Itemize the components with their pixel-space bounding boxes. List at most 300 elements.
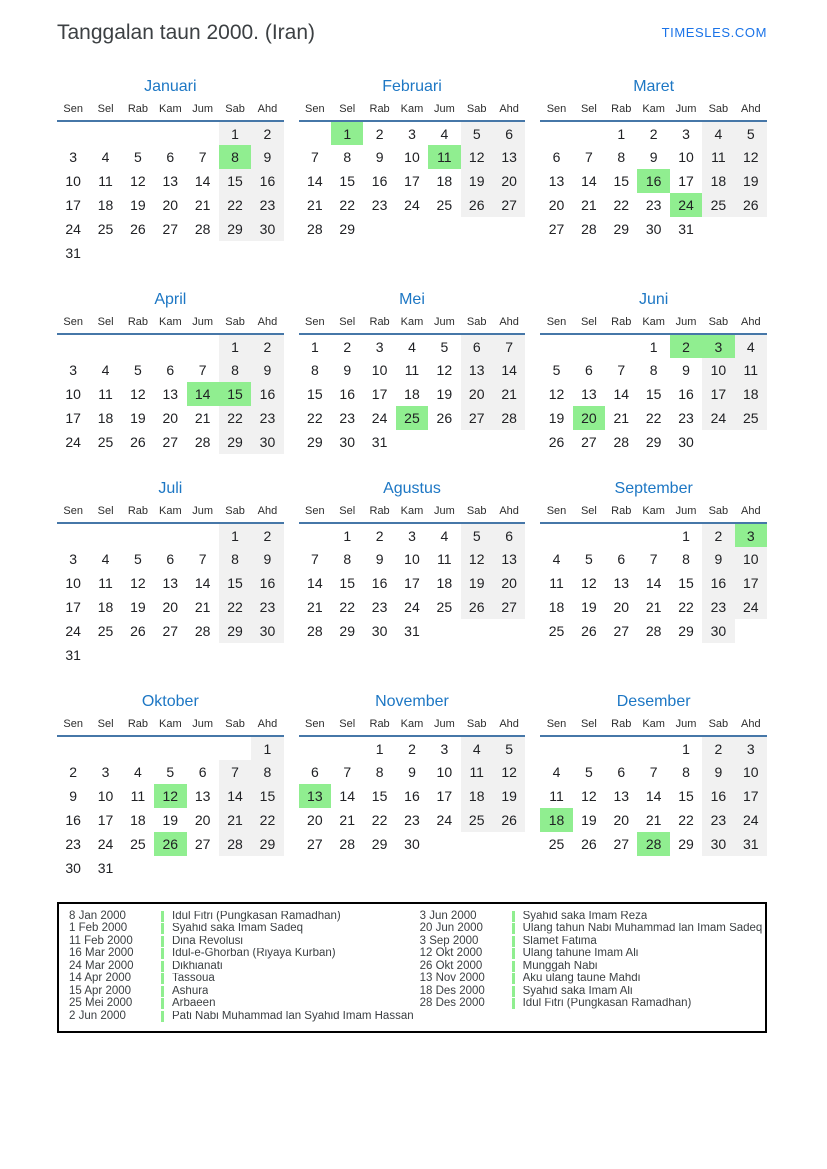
holiday-tick-icon [512, 923, 515, 934]
day-cell: 25 [548, 836, 565, 853]
day-cell: 8 [682, 764, 690, 781]
day-cell: 12 [130, 386, 146, 403]
weekday-header: Sel [89, 103, 121, 121]
empty-cell [573, 334, 605, 358]
weekday-header-row [540, 505, 767, 523]
month-days [57, 523, 284, 667]
day-cell: 6 [166, 551, 175, 568]
weekday-header: Jum [187, 103, 219, 121]
day-cell: 17 [65, 599, 81, 616]
month-table [57, 505, 284, 667]
week-row [299, 523, 526, 547]
day-cell: 11 [98, 386, 113, 403]
empty-cell [299, 736, 331, 760]
weekday-header: Jum [670, 505, 702, 523]
month-table [540, 718, 767, 856]
week-row [57, 643, 284, 667]
weekday-header: Kam [396, 718, 428, 736]
empty-cell [299, 121, 331, 145]
legend-holiday-name: Syahid saka Imam Sadeq [172, 923, 304, 935]
day-cell: 17 [678, 173, 694, 190]
legend-holiday-name: Ulang tahun Nabi Muhammad lan Imam Sadeq [522, 923, 763, 935]
legend-date: 15 Apr 2000 [69, 984, 132, 997]
empty-cell [122, 643, 154, 667]
week-row [540, 406, 767, 430]
week-row [57, 193, 284, 217]
day-cell: 2 [251, 334, 283, 358]
week-row [57, 358, 284, 382]
month-mei [299, 291, 526, 454]
week-row [57, 169, 284, 193]
weekday-header: Ahd [493, 316, 525, 334]
day-cell: 6 [461, 334, 493, 358]
day-cell: 24 [735, 595, 767, 619]
legend-holiday-name: Ulang tahune Imam Ali [522, 948, 639, 960]
empty-cell [154, 856, 186, 880]
weekday-header-row [57, 505, 284, 523]
day-cell: 28 [581, 221, 597, 238]
day-cell: 2 [251, 523, 283, 547]
legend-item [420, 973, 763, 986]
empty-cell [540, 736, 572, 760]
weekday-header: Sab [461, 505, 493, 523]
day-cell: 12 [581, 575, 597, 592]
day-cell: 17 [436, 788, 453, 805]
month-days [299, 523, 526, 643]
site-link[interactable]: TIMESLES.COM [661, 25, 767, 40]
day-cell: 27 [162, 221, 179, 238]
day-cell: 10 [678, 149, 694, 166]
weekday-header-row [540, 718, 767, 736]
weekday-header: Jum [428, 505, 460, 523]
day-cell: 26 [130, 623, 146, 640]
day-cell: 21 [645, 812, 662, 829]
day-cell: 16 [251, 169, 283, 193]
day-cell: 27 [493, 595, 525, 619]
day-cell: 1 [649, 338, 658, 355]
legend-date: 11 Feb 2000 [69, 934, 133, 947]
day-cell: 7 [310, 551, 319, 568]
day-cell: 10 [371, 362, 388, 379]
holiday-day-cell: 12 [154, 784, 186, 808]
empty-cell [219, 856, 251, 880]
legend-item [69, 910, 414, 923]
day-cell: 8 [375, 764, 384, 781]
day-cell: 10 [97, 788, 114, 805]
empty-cell [122, 241, 154, 265]
day-cell: 14 [493, 358, 525, 382]
day-cell: 25 [735, 406, 767, 430]
day-cell: 30 [404, 836, 420, 853]
legend-date: 14 Apr 2000 [69, 972, 132, 985]
holiday-tick-icon [512, 973, 515, 984]
day-cell: 6 [198, 764, 207, 781]
week-row [57, 808, 284, 832]
day-cell: 21 [613, 410, 630, 427]
legend-item [69, 960, 414, 973]
weekday-header-row [299, 316, 526, 334]
day-cell: 10 [735, 547, 767, 571]
day-cell: 22 [678, 812, 694, 829]
day-cell: 14 [194, 575, 211, 592]
empty-cell [187, 241, 219, 265]
week-row [57, 382, 284, 406]
month-september [540, 480, 767, 643]
week-row [540, 808, 767, 832]
legend-holiday-name: Tassoua [172, 973, 215, 985]
day-cell: 3 [682, 125, 690, 142]
day-cell: 30 [678, 434, 694, 451]
week-row [299, 760, 526, 784]
day-cell: 31 [678, 221, 694, 238]
month-days [57, 334, 284, 454]
weekday-header: Ahd [735, 316, 767, 334]
week-row [299, 406, 526, 430]
day-cell: 8 [219, 358, 251, 382]
empty-cell [187, 736, 219, 760]
day-cell: 6 [617, 764, 626, 781]
day-cell: 13 [493, 145, 525, 169]
day-cell: 2 [343, 338, 352, 355]
day-cell: 20 [162, 410, 179, 427]
weekday-header: Rab [605, 103, 637, 121]
weekday-header: Kam [637, 316, 669, 334]
day-cell: 7 [343, 764, 352, 781]
day-cell: 7 [219, 760, 251, 784]
legend-date: 24 Mar 2000 [69, 959, 134, 972]
day-cell: 5 [166, 764, 175, 781]
weekday-header: Kam [396, 103, 428, 121]
legend-date: 16 Mar 2000 [69, 947, 134, 960]
day-cell: 21 [194, 197, 211, 214]
day-cell: 23 [251, 595, 283, 619]
empty-cell [251, 856, 283, 880]
legend-item [420, 998, 763, 1011]
month-days [540, 736, 767, 856]
month-title: Maret [633, 78, 675, 96]
weekday-header: Jum [670, 103, 702, 121]
weekday-header: Sen [299, 316, 331, 334]
empty-cell [154, 523, 186, 547]
week-row [57, 547, 284, 571]
weekday-header: Kam [154, 505, 186, 523]
week-row [540, 193, 767, 217]
month-agustus [299, 480, 526, 643]
day-cell: 28 [493, 406, 525, 430]
day-cell: 4 [702, 121, 734, 145]
weekday-header: Rab [605, 718, 637, 736]
week-row [57, 736, 284, 760]
weekday-header-row [540, 505, 767, 523]
day-cell: 12 [436, 362, 453, 379]
empty-cell [428, 430, 460, 454]
month-title: Agustus [383, 480, 441, 498]
day-cell: 13 [461, 358, 493, 382]
empty-cell [396, 430, 428, 454]
day-cell: 1 [682, 740, 690, 757]
day-cell: 20 [194, 812, 211, 829]
day-cell: 15 [251, 784, 283, 808]
empty-cell [363, 217, 395, 241]
empty-cell [493, 832, 525, 856]
day-cell: 27 [307, 836, 323, 853]
holiday-day-cell: 28 [637, 832, 669, 856]
day-cell: 9 [69, 788, 78, 805]
day-cell: 19 [735, 169, 767, 193]
day-cell: 7 [584, 149, 593, 166]
month-days [299, 736, 526, 856]
day-cell: 3 [735, 736, 767, 760]
day-cell: 18 [97, 599, 114, 616]
week-row [299, 121, 526, 145]
month-days [299, 121, 526, 241]
week-row [57, 334, 284, 358]
day-cell: 17 [371, 386, 388, 403]
day-cell: 23 [251, 193, 283, 217]
weekday-header: Rab [363, 718, 395, 736]
empty-cell [573, 736, 605, 760]
empty-cell [461, 832, 493, 856]
day-cell: 8 [682, 551, 690, 568]
weekday-header-row [299, 505, 526, 523]
month-title: Februari [382, 78, 442, 96]
day-cell: 22 [371, 812, 388, 829]
day-cell: 13 [493, 547, 525, 571]
weekday-header-row [57, 505, 284, 523]
day-cell: 28 [307, 221, 323, 238]
holiday-tick-icon [512, 911, 515, 922]
day-cell: 6 [552, 149, 561, 166]
empty-cell [187, 643, 219, 667]
month-title: Juni [638, 291, 669, 309]
empty-cell [428, 217, 460, 241]
legend-holiday-name: Pati Nabi Muhammad lan Syahid Imam Hassan [172, 1010, 414, 1022]
weekday-header: Sen [57, 103, 89, 121]
day-cell: 28 [613, 434, 630, 451]
day-cell: 3 [375, 338, 384, 355]
day-cell: 12 [735, 145, 767, 169]
empty-cell [187, 121, 219, 145]
empty-cell [89, 523, 121, 547]
day-cell: 31 [735, 832, 767, 856]
legend-date: 3 Sep 2000 [419, 934, 479, 947]
day-cell: 25 [97, 221, 114, 238]
day-cell: 18 [436, 575, 453, 592]
weekday-header: Sen [299, 505, 331, 523]
week-row [57, 523, 284, 547]
day-cell: 5 [584, 764, 593, 781]
day-cell: 2 [702, 736, 734, 760]
empty-cell [493, 619, 525, 643]
day-cell: 20 [461, 382, 493, 406]
day-cell: 2 [408, 740, 416, 757]
month-november [299, 693, 526, 856]
month-table [299, 505, 526, 643]
day-cell: 23 [702, 808, 734, 832]
day-cell: 9 [375, 149, 384, 166]
empty-cell [540, 523, 572, 547]
day-cell: 1 [343, 527, 352, 544]
day-cell: 14 [219, 784, 251, 808]
month-title: September [614, 480, 693, 498]
day-cell: 11 [437, 551, 452, 568]
day-cell: 1 [251, 736, 283, 760]
day-cell: 2 [375, 125, 384, 142]
day-cell: 3 [408, 527, 416, 544]
day-cell: 1 [682, 527, 690, 544]
day-cell: 13 [162, 575, 179, 592]
day-cell: 24 [371, 410, 388, 427]
empty-cell [540, 334, 572, 358]
month-title: Januari [144, 78, 197, 96]
day-cell: 4 [101, 551, 110, 568]
day-cell: 10 [436, 764, 453, 781]
day-cell: 27 [162, 623, 179, 640]
holiday-day-cell: 11 [428, 145, 460, 169]
week-row [57, 832, 284, 856]
day-cell: 19 [493, 784, 525, 808]
legend-item [69, 998, 414, 1011]
weekday-header-row [540, 103, 767, 121]
holiday-tick-icon [161, 961, 164, 972]
day-cell: 15 [219, 571, 251, 595]
weekday-header: Sel [331, 505, 363, 523]
weekday-header: Kam [637, 505, 669, 523]
weekday-header: Sen [57, 316, 89, 334]
day-cell: 7 [198, 362, 207, 379]
empty-cell [493, 430, 525, 454]
day-cell: 19 [130, 410, 146, 427]
day-cell: 23 [371, 599, 388, 616]
weekday-header: Ahd [493, 103, 525, 121]
legend-holiday-name: Ashura [172, 985, 209, 997]
legend-date: 1 Feb 2000 [69, 922, 128, 935]
day-cell: 8 [310, 362, 319, 379]
week-row [540, 169, 767, 193]
month-table [540, 316, 767, 454]
day-cell: 16 [251, 382, 283, 406]
day-cell: 20 [162, 599, 179, 616]
weekday-header: Jum [187, 316, 219, 334]
day-cell: 21 [194, 410, 211, 427]
weekday-header: Sen [540, 103, 572, 121]
day-cell: 8 [617, 149, 626, 166]
day-cell: 1 [219, 121, 251, 145]
day-cell: 1 [310, 338, 319, 355]
day-cell: 27 [581, 434, 597, 451]
week-row [540, 571, 767, 595]
day-cell: 5 [440, 338, 449, 355]
week-row [57, 619, 284, 643]
month-title: November [375, 693, 449, 711]
day-cell: 11 [98, 575, 113, 592]
day-cell: 13 [581, 386, 597, 403]
weekday-header-row [299, 103, 526, 121]
week-row [540, 760, 767, 784]
legend-item [420, 935, 763, 948]
weekday-header: Sen [299, 103, 331, 121]
weekday-header: Jum [187, 718, 219, 736]
week-row [540, 121, 767, 145]
weekday-header-row [299, 505, 526, 523]
weekday-header: Kam [637, 718, 669, 736]
day-cell: 5 [134, 551, 142, 568]
holiday-day-cell: 2 [670, 334, 702, 358]
week-row [540, 334, 767, 358]
legend-holiday-name: Syahid saka Imam Reza [522, 910, 648, 922]
month-januari [57, 78, 284, 265]
day-cell: 27 [162, 434, 179, 451]
weekday-header-row [57, 718, 284, 736]
day-cell: 21 [194, 599, 211, 616]
empty-cell [702, 217, 734, 241]
day-cell: 2 [649, 125, 658, 142]
day-cell: 29 [219, 619, 251, 643]
legend-date: 13 Nov 2000 [419, 972, 485, 985]
weekday-header: Sab [702, 718, 734, 736]
day-cell: 2 [702, 523, 734, 547]
day-cell: 22 [219, 406, 251, 430]
month-title: Mei [399, 291, 425, 309]
day-cell: 24 [65, 623, 81, 640]
day-cell: 3 [69, 551, 78, 568]
week-row [57, 595, 284, 619]
day-cell: 23 [678, 410, 694, 427]
day-cell: 23 [251, 406, 283, 430]
weekday-header: Kam [154, 103, 186, 121]
day-cell: 21 [219, 808, 251, 832]
day-cell: 3 [69, 362, 78, 379]
empty-cell [219, 643, 251, 667]
weekday-header: Sab [702, 505, 734, 523]
day-cell: 4 [134, 764, 142, 781]
day-cell: 18 [461, 784, 493, 808]
legend-item [420, 910, 763, 923]
week-row [299, 430, 526, 454]
week-row [540, 784, 767, 808]
legend-item [420, 960, 763, 973]
day-cell: 6 [584, 362, 593, 379]
holiday-day-cell: 3 [735, 523, 767, 547]
day-cell: 16 [702, 571, 734, 595]
day-cell: 27 [613, 836, 630, 853]
weekday-header: Rab [363, 103, 395, 121]
day-cell: 18 [97, 410, 114, 427]
week-row [299, 808, 526, 832]
legend-item [420, 923, 763, 936]
weekday-header: Sel [89, 505, 121, 523]
day-cell: 15 [645, 386, 662, 403]
weekday-header: Ahd [493, 718, 525, 736]
week-row [540, 430, 767, 454]
day-cell: 3 [69, 149, 78, 166]
holiday-tick-icon [512, 936, 515, 947]
weekday-header-row [299, 103, 526, 121]
day-cell: 2 [251, 121, 283, 145]
day-cell: 24 [436, 812, 453, 829]
weekday-header: Jum [428, 103, 460, 121]
month-juli [57, 480, 284, 667]
holiday-tick-icon [512, 961, 515, 972]
empty-cell [89, 334, 121, 358]
day-cell: 5 [552, 362, 561, 379]
holiday-tick-icon [161, 1011, 164, 1022]
day-cell: 22 [645, 410, 662, 427]
week-row [299, 832, 526, 856]
week-row [57, 856, 284, 880]
day-cell: 12 [130, 173, 146, 190]
month-days [57, 121, 284, 265]
